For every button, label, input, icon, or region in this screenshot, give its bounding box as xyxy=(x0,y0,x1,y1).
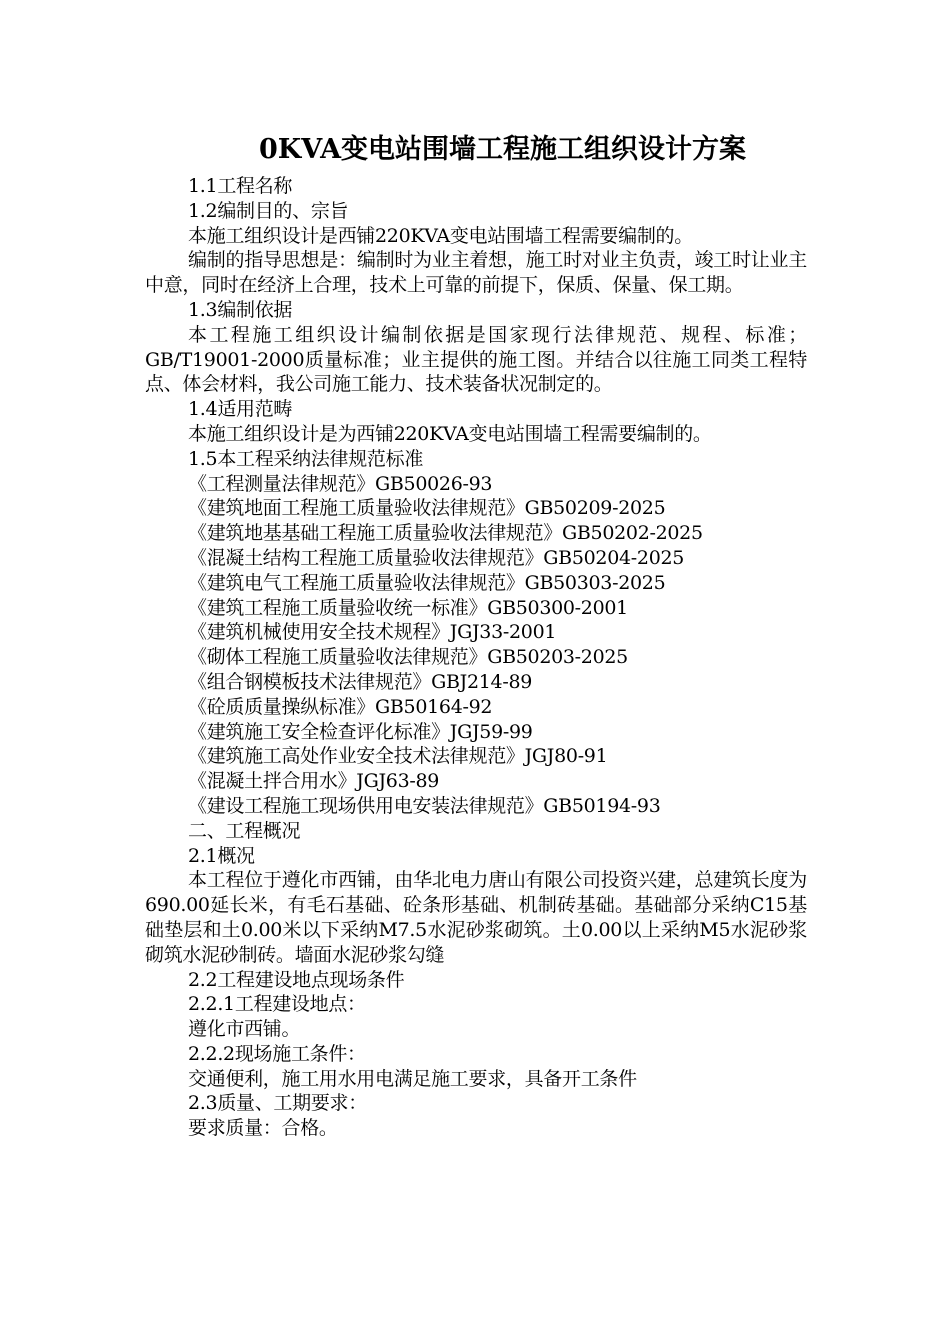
body-paragraph: 本工程施工组织设计编制依据是国家现行法律规范、规程、标准；GB/T19001-2000质量标准；业主提供的施工图。并结合以往施工同类工程特点、体会材料，我公司施工能力、技术装备状况制定的。 xyxy=(145,323,807,396)
body-paragraph: 编制的指导思想是：编制时为业主着想，施工时对业主负责，竣工时让业主中意，同时在经济上合理，技术上可靠的前提下，保质、保量、保工期。 xyxy=(145,249,807,297)
standard-list-item: 《建筑机械使用安全技术规程》JGJ33-2001 xyxy=(188,621,557,644)
body-paragraph: 遵化市西铺。 xyxy=(188,1018,301,1041)
body-paragraph: 交通便利，施工用水用电满足施工要求，具备开工条件 xyxy=(188,1067,637,1090)
standard-list-item: 《建筑电气工程施工质量验收法律规范》GB50303-2025 xyxy=(188,571,666,594)
standard-list-item: 《建筑地面工程施工质量验收法律规范》GB50209-2025 xyxy=(188,497,666,520)
section-heading: 2.2.1工程建设地点： xyxy=(188,993,366,1016)
body-paragraph: 要求质量：合格。 xyxy=(188,1117,338,1140)
body-paragraph: 本施工组织设计是西铺220KVA变电站围墙工程需要编制的。 xyxy=(188,224,693,247)
standard-list-item: 《建筑地基基础工程施工质量验收法律规范》GB50202-2025 xyxy=(188,522,703,545)
section-heading: 1.2编制目的、宗旨 xyxy=(188,199,349,222)
standard-list-item: 《建筑工程施工质量验收统一标准》GB50300-2001 xyxy=(188,596,628,619)
body-paragraph: 本施工组织设计是为西铺220KVA变电站围墙工程需要编制的。 xyxy=(188,422,712,445)
section-heading: 1.1工程名称 xyxy=(188,175,293,197)
section-heading: 2.3质量、工期要求： xyxy=(188,1092,367,1115)
section-heading: 2.2.2现场施工条件： xyxy=(188,1042,366,1065)
standard-list-item: 《工程测量法律规范》GB50026-93 xyxy=(188,472,493,495)
standard-list-item: 《建筑施工高处作业安全技术法律规范》JGJ80-91 xyxy=(188,745,608,768)
standard-list-item: 《建筑施工安全检查评化标准》JGJ59-99 xyxy=(188,720,533,743)
section-heading: 2.1概况 xyxy=(188,844,255,867)
section-heading: 1.3编制依据 xyxy=(188,298,293,321)
section-heading: 2.2工程建设地点现场条件 xyxy=(188,968,405,991)
section-heading: 1.5本工程采纳法律规范标准 xyxy=(188,447,424,470)
standard-list-item: 《组合钢模板技术法律规范》GBJ214-89 xyxy=(188,670,533,693)
document-body xyxy=(145,174,807,1141)
section-heading: 二、工程概况 xyxy=(188,819,301,842)
standard-list-item: 《混凝土拌合用水》JGJ63-89 xyxy=(188,770,440,793)
standard-list-item: 《混凝土结构工程施工质量验收法律规范》GB50204-2025 xyxy=(188,546,685,569)
document-title: 0KVA变电站围墙工程施工组织设计方案 xyxy=(258,134,747,165)
standard-list-item: 《建设工程施工现场供用电安装法律规范》GB50194-93 xyxy=(188,794,661,817)
standard-list-item: 《砼质质量操纵标准》GB50164-92 xyxy=(188,695,493,718)
body-paragraph: 本工程位于遵化市西铺，由华北电力唐山有限公司投资兴建，总建筑长度为690.00延长米，有毛石基础、砼条形基础、机制砖基础。基础部分采纳C15基础垫层和土0.00米以下采纳M7.5水泥砂浆砌筑。土0.00以上采纳M5水泥砂浆砌筑水泥砂制砖。墙面水泥砂浆勾缝 xyxy=(145,869,807,966)
section-heading: 1.4适用范畴 xyxy=(188,398,293,421)
standard-list-item: 《砌体工程施工质量验收法律规范》GB50203-2025 xyxy=(188,646,628,669)
